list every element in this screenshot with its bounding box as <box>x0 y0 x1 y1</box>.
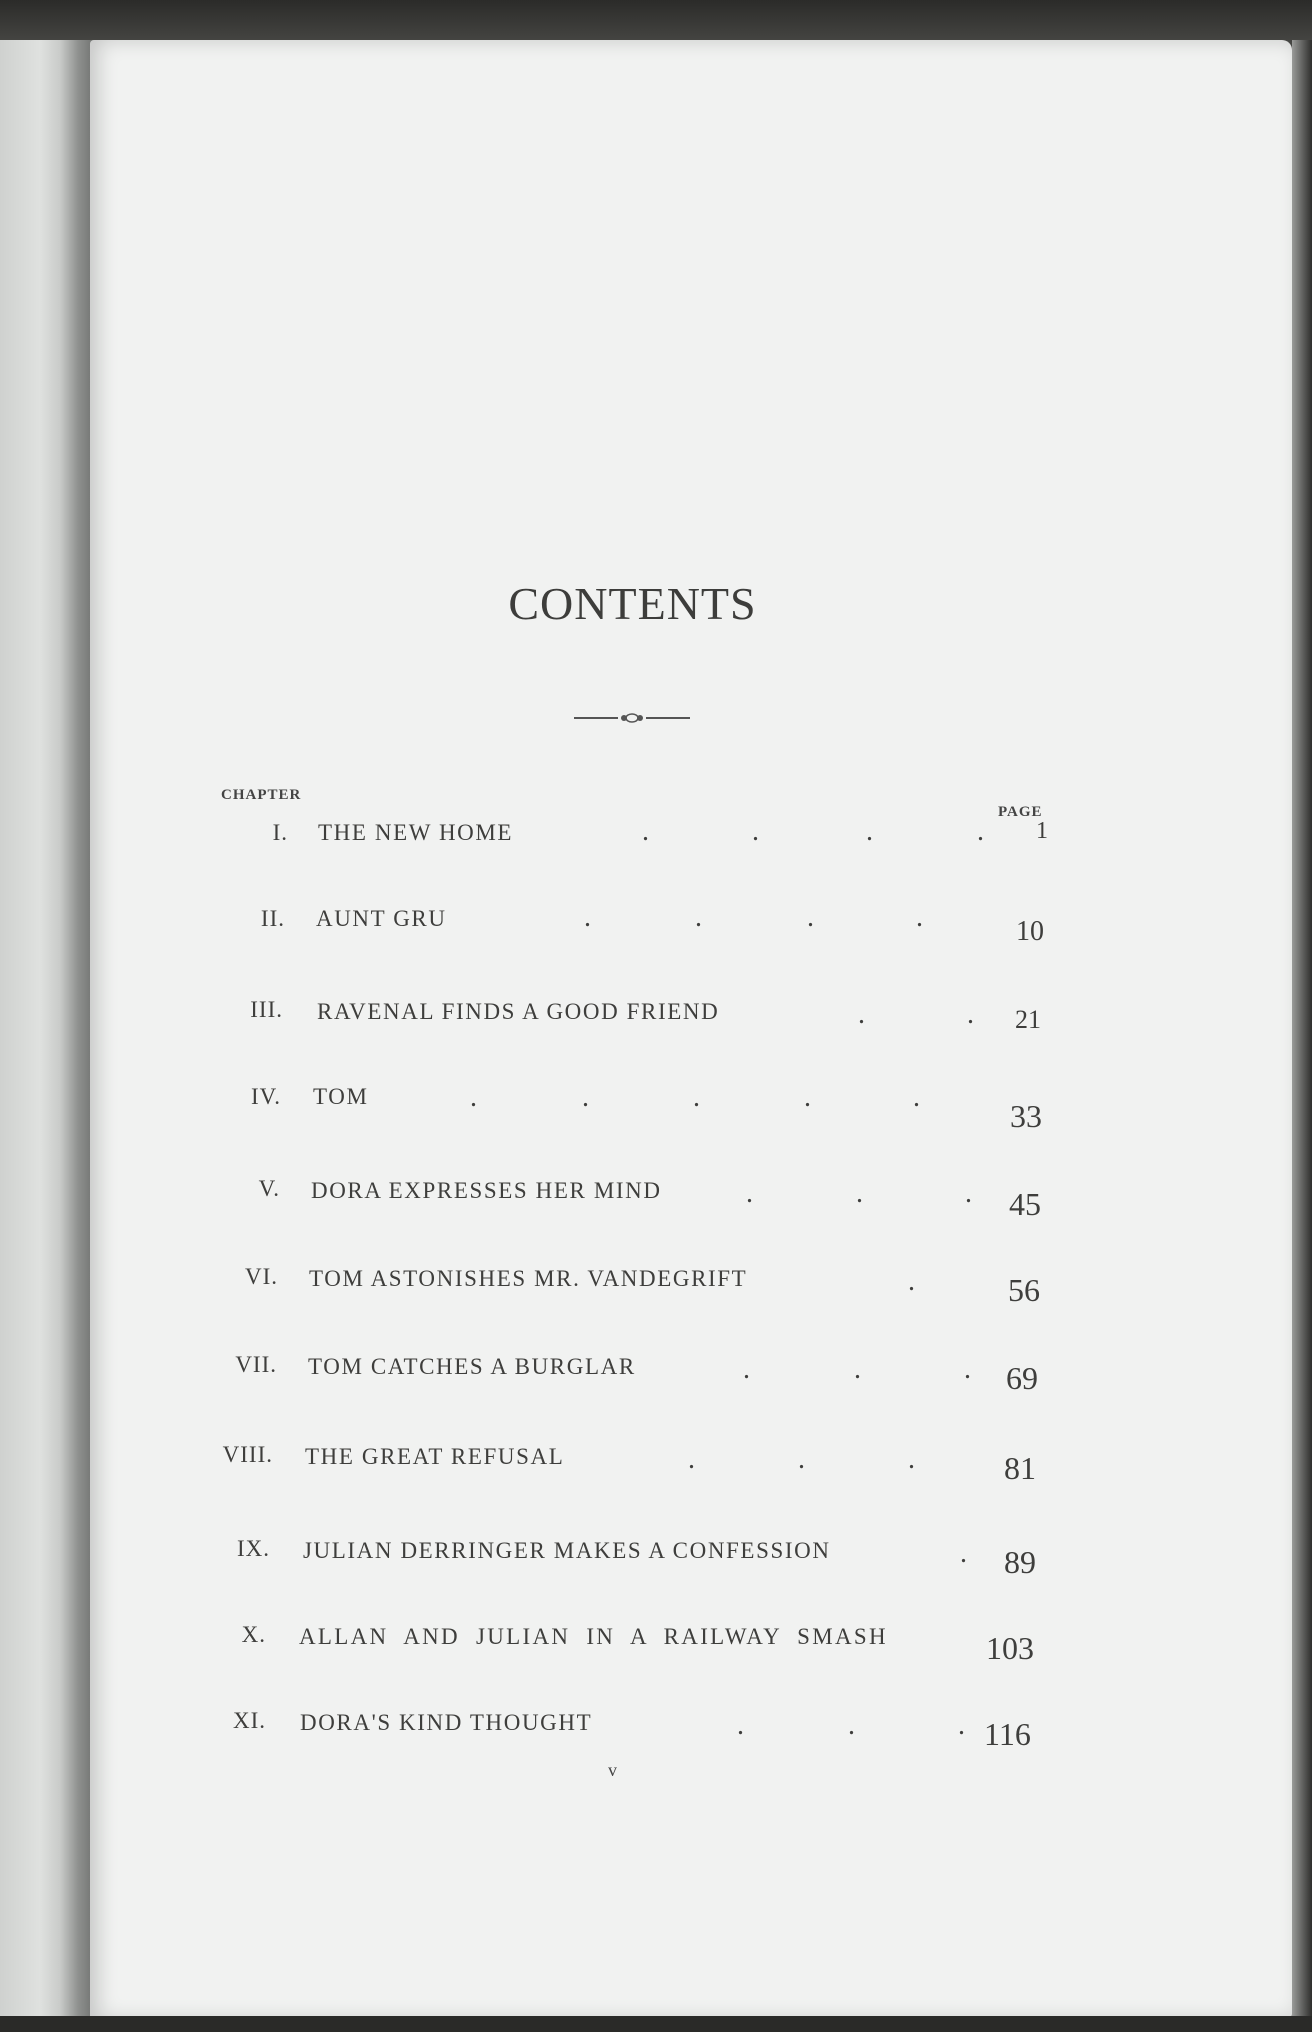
toc-entry <box>0 1350 1312 1400</box>
chapter-title: JULIAN DERRINGER MAKES A CONFESSION <box>303 1538 831 1563</box>
leader-dot: . <box>908 1444 915 1475</box>
page-number: 89 <box>1004 1544 1036 1580</box>
leader-dot: . <box>746 1178 753 1209</box>
leader-dot: . <box>695 902 702 933</box>
toc-entry <box>0 995 1312 1045</box>
chapter-number: X. <box>241 1622 266 1647</box>
page-number: 33 <box>1010 1098 1042 1134</box>
toc-entry <box>0 816 1312 866</box>
toc-entry <box>0 1534 1312 1584</box>
leader-dot: . <box>866 816 873 847</box>
leader-dot: . <box>908 1266 915 1297</box>
ornament-divider <box>572 710 692 726</box>
leader-dot: . <box>856 1178 863 1209</box>
chapter-title: ALLAN AND JULIAN IN A RAILWAY SMASH <box>299 1624 888 1649</box>
chapter-title: AUNT GRU <box>316 906 447 931</box>
chapter-title: TOM ASTONISHES MR. VANDEGRIFT <box>309 1266 748 1291</box>
leader-dot: . <box>848 1710 855 1741</box>
leader-dot: . <box>858 999 865 1030</box>
toc-entry <box>0 1082 1312 1132</box>
leader-dot: . <box>913 1082 920 1113</box>
leader-dot: . <box>688 1444 695 1475</box>
leader-dot: . <box>967 999 974 1030</box>
page-number: 10 <box>1016 916 1044 947</box>
page-number: 103 <box>986 1630 1034 1666</box>
leader-dot: . <box>642 816 649 847</box>
chapter-title: RAVENAL FINDS A GOOD FRIEND <box>317 999 720 1024</box>
chapter-number: XI. <box>232 1708 266 1733</box>
toc-entry <box>0 1706 1312 1756</box>
leader-dot: . <box>584 902 591 933</box>
chapter-title: TOM <box>313 1084 369 1109</box>
chapter-title: TOM CATCHES A BURGLAR <box>308 1354 636 1379</box>
chapter-number: IX. <box>236 1536 270 1561</box>
leader-dot: . <box>958 1710 965 1741</box>
chapter-number: VIII. <box>222 1442 273 1467</box>
chapter-column-header: CHAPTER <box>221 787 302 803</box>
page-number: 69 <box>1006 1360 1038 1396</box>
page-number: 21 <box>1015 1005 1041 1034</box>
leader-dot: . <box>798 1444 805 1475</box>
chapter-number: V. <box>258 1176 280 1201</box>
page-number: 45 <box>1009 1186 1041 1222</box>
toc-entry <box>0 1440 1312 1490</box>
page-number: 1 <box>1036 818 1048 844</box>
toc-entry <box>0 904 1312 954</box>
leader-dot: . <box>807 902 814 933</box>
leader-dot: . <box>693 1082 700 1113</box>
toc-entry <box>0 1620 1312 1670</box>
chapter-number: IV. <box>250 1084 281 1109</box>
toc-entry <box>0 1262 1312 1312</box>
leader-dot: . <box>470 1082 477 1113</box>
page-number: 116 <box>984 1716 1031 1752</box>
leader-dot: . <box>960 1538 967 1569</box>
toc-entry <box>0 1174 1312 1224</box>
leader-dot: . <box>965 1178 972 1209</box>
page-number: 81 <box>1004 1450 1036 1486</box>
chapter-title: THE NEW HOME <box>318 820 514 845</box>
page-column-header: PAGE <box>998 804 1043 820</box>
leader-dot: . <box>804 1082 811 1113</box>
chapter-number: VII. <box>235 1352 277 1377</box>
chapter-title: THE GREAT REFUSAL <box>305 1444 565 1469</box>
leader-dot: . <box>582 1082 589 1113</box>
leader-dot: . <box>737 1710 744 1741</box>
chapter-title: DORA EXPRESSES HER MIND <box>311 1178 662 1203</box>
leader-dot: . <box>916 902 923 933</box>
chapter-number: III. <box>250 997 283 1022</box>
page-folio: v <box>608 1760 617 1780</box>
chapter-title: DORA'S KIND THOUGHT <box>300 1710 593 1735</box>
leader-dot: . <box>977 816 984 847</box>
page-number: 56 <box>1008 1272 1040 1308</box>
scan-bottom-border <box>0 2016 1312 2032</box>
chapter-number: II. <box>260 906 285 931</box>
leader-dot: . <box>752 816 759 847</box>
leader-dot: . <box>964 1354 971 1385</box>
chapter-number: VI. <box>244 1264 278 1289</box>
page-title: CONTENTS <box>508 578 757 629</box>
leader-dot: . <box>743 1354 750 1385</box>
leader-dot: . <box>854 1354 861 1385</box>
chapter-number: I. <box>272 820 288 845</box>
